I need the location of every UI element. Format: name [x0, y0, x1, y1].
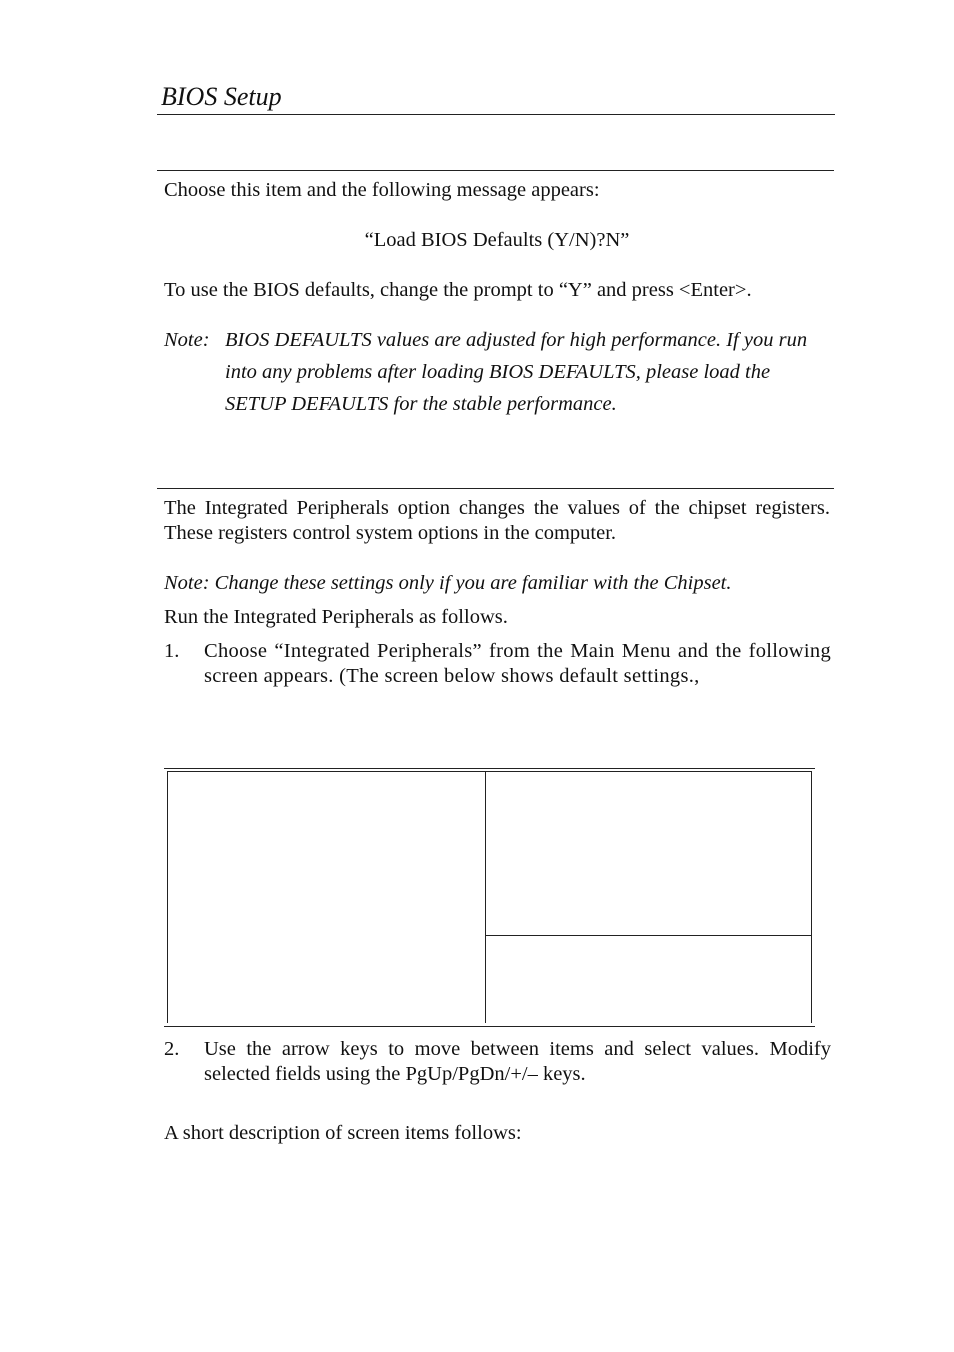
figure-left-border	[167, 771, 168, 1023]
screen-figure	[164, 768, 816, 1028]
step-2-text: Use the arrow keys to move between items and select values. Modify selected fields using the PgUp/PgDn/+/– keys.	[204, 1038, 831, 1085]
integrated-peripherals-run-text: Run the Integrated Peripherals as follows.	[164, 606, 508, 628]
figure-top-border	[164, 768, 815, 769]
load-defaults-note-label: Note:	[164, 329, 210, 351]
header-rule	[157, 114, 835, 115]
load-defaults-prompt: “Load BIOS Defaults (Y/N)?N”	[364, 229, 630, 251]
load-defaults-note-text: BIOS DEFAULTS values are adjusted for high performance. If you run into any problems after loading BIOS DEFAULTS, please load the SETUP DEFAULTS for the stable performance.	[225, 329, 808, 415]
figure-right-border	[811, 771, 812, 1023]
integrated-peripherals-note: Note: Change these settings only if you are familiar with the Chipset.	[164, 572, 732, 594]
load-defaults-intro: Choose this item and the following message appears:	[164, 179, 600, 201]
section-rule-integrated-peripherals	[157, 488, 834, 489]
figure-right-pane-divider	[485, 935, 812, 936]
integrated-peripherals-description: The Integrated Peripherals option changes the values of the chipset registers. These registers control system options in the computer.	[164, 497, 830, 544]
figure-bottom-border	[164, 1026, 815, 1027]
step-2-number: 2.	[164, 1038, 180, 1060]
section-rule-load-defaults	[157, 170, 834, 171]
load-defaults-instruction: To use the BIOS defaults, change the prompt to “Y” and press <Enter>.	[164, 279, 752, 301]
figure-column-divider	[485, 771, 486, 1023]
figure-top-inner-border	[167, 771, 812, 772]
step-1-text: Choose “Integrated Peripherals” from the Main Menu and the following screen appears. (The screen below shows default settings.,	[204, 640, 831, 687]
short-description-text: A short description of screen items follows:	[164, 1122, 522, 1144]
page-header-title: BIOS Setup	[161, 82, 282, 111]
step-1-number: 1.	[164, 640, 180, 662]
